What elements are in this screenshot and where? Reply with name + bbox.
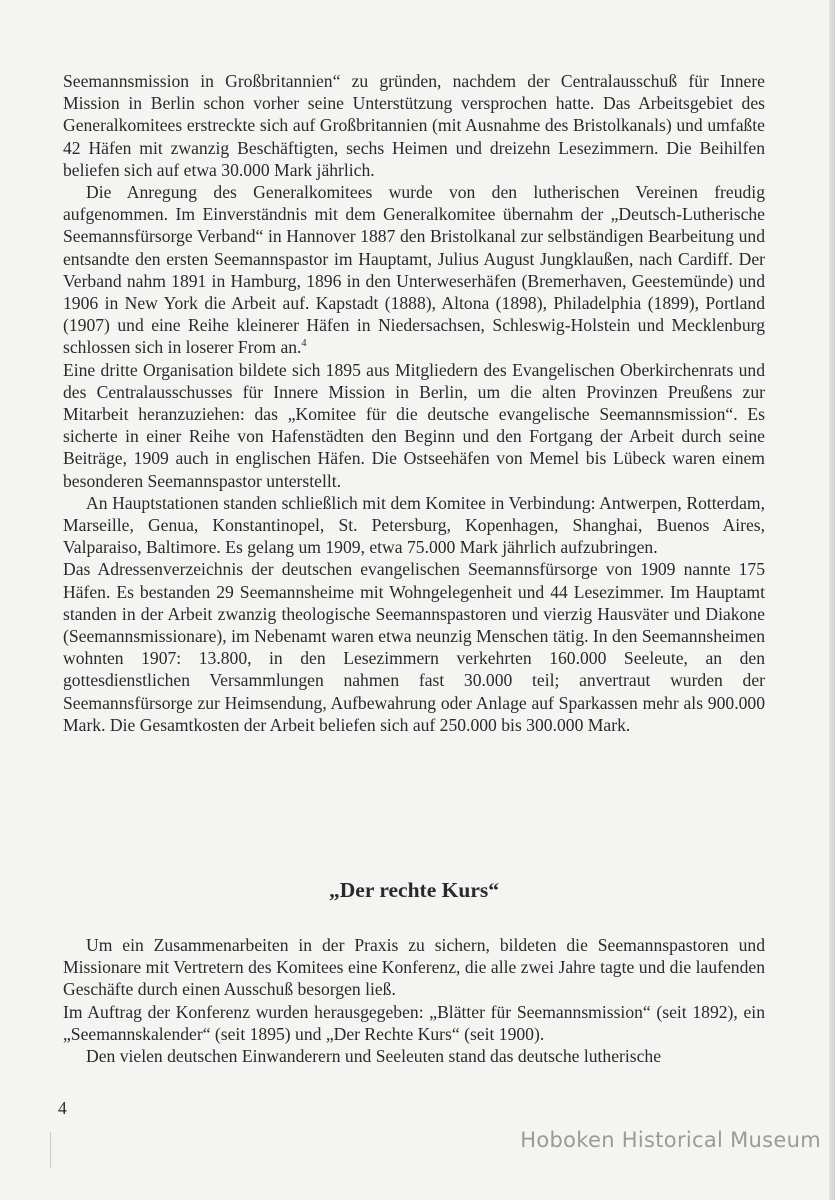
paragraph-5: Das Adressenverzeichnis der deutschen evangelischen Seemannsfürsorge von 1909 nannte 175 Häfen. Es bestanden 29 Seemannsheime mit Wohngelegenheit und 44 Lesezimmer. Im Hauptamt standen in der Arbeit zwanzig theologische Seemannspastoren und vierzig Hausväter und Diakone (Seemannsmissionare), im Nebenamt waren etwa neunzig Menschen tätig. In den Seemannsheimen wohnten 1907: 13.800, in den Lesezimmern verkehrten 160.000 Seeleute, an den gottesdienstlichen Versammlungen nahmen fast 30.000 teil; anvertraut wurden der Seemannsfürsorge zur Heimsendung, Aufbewahrung oder Anlage auf Sparkassen mehr als 900.000 Mark. Die Gesamtkosten der Arbeit beliefen sich auf 250.000 bis 300.000 Mark. <box>63 559 765 735</box>
footnote-marker: 4 <box>301 338 307 350</box>
section-heading: „Der rechte Kurs“ <box>329 878 499 902</box>
paragraph-1: Seemannsmission in Großbritannien“ zu gründen, nachdem der Centralausschuß für Innere Mission in Berlin schon vorher seine Unterstützung versprochen hatte. Das Arbeitsgebiet des Generalkomitees erstreckte sich auf Großbritannien (mit Ausnahme des Bristolkanals) und umfaßte 42 Häfen mit zwanzig Beschäftigten, sechs Heimen und dreizehn Lesezimmern. Die Beihilfen beliefen sich auf etwa 30.000 Mark jährlich. <box>63 71 765 180</box>
page-edge <box>829 0 835 1200</box>
paragraph-4: An Hauptstationen standen schließlich mit dem Komitee in Verbindung: Antwerpen, Rotterdam, Marseille, Genua, Konstantinopel, St. Petersburg, Kopenhagen, Shanghai, Buenos Aires, Valparaiso, Baltimore. Es gelang um 1909, etwa 75.000 Mark jährlich aufzubringen. <box>63 492 765 558</box>
body-text <box>63 70 765 736</box>
paragraph-2-text: Die Anregung des Generalkomitees wurde von den lutherischen Vereinen freudig aufgenommen. Im Einverständnis mit dem Generalkomitee übernahm der „Deutsch-Lutherische Seemannsfürsorge Verband“ in Hannover 1887 den Bristolkanal zur selbständigen Bearbeitung und entsandte den ersten Seemannspastor im Hauptamt, Julius August Jungklaußen, nach Cardiff. Der Verband nahm 1891 in Hamburg, 1896 in den Unterweserhäfen (Bremerhaven, Geestemünde) und 1906 in New York die Arbeit auf. Kapstadt (1888), Altona (1898), Philadelphia (1899), Portland (1907) und eine Reihe kleinerer Häfen in Niedersachsen, Schleswig-Holstein und Mecklenburg schlossen sich in loserer From an. <box>63 182 765 358</box>
section-paragraph-2: Im Auftrag der Konferenz wurden herausgegeben: „Blätter für Seemannsmission“ (seit 1892), ein „Seemannskalender“ (seit 1895) und „Der Rechte Kurs“ (seit 1900). <box>63 1001 765 1044</box>
paragraph-2 <box>63 181 765 359</box>
section-body-text <box>63 934 765 1067</box>
watermark: Hoboken Historical Museum <box>520 1128 821 1152</box>
section-paragraph-3: Den vielen deutschen Einwanderern und Seeleuten stand das deutsche lutherische <box>86 1046 662 1067</box>
paragraph-3: Eine dritte Organisation bildete sich 1895 aus Mitgliedern des Evangelischen Oberkirchenrats und des Centralausschusses für Innere Mission in Berlin, um die alten Provinzen Preußens zur Mitarbeit heranzuziehen: das „Komitee für die deutsche evangelische Seemannsmission“. Es sicherte in einer Reihe von Hafenstädten den Beginn und den Fortgang der Arbeit durch seine Beiträge, 1909 auch in englischen Häfen. Die Ostseehäfen von Memel bis Lübeck waren einem besonderen Seemannspastor unterstellt. <box>63 359 765 491</box>
page-number: 4 <box>58 1098 67 1118</box>
margin-mark <box>50 1132 51 1168</box>
section-paragraph-1: Um ein Zusammenarbeiten in der Praxis zu sichern, bildeten die Seemannspastoren und Missionare mit Vertretern des Komitees eine Konferenz, die alle zwei Jahre tagte und die laufenden Geschäfte durch einen Ausschuß besorgen ließ. <box>63 935 765 1000</box>
